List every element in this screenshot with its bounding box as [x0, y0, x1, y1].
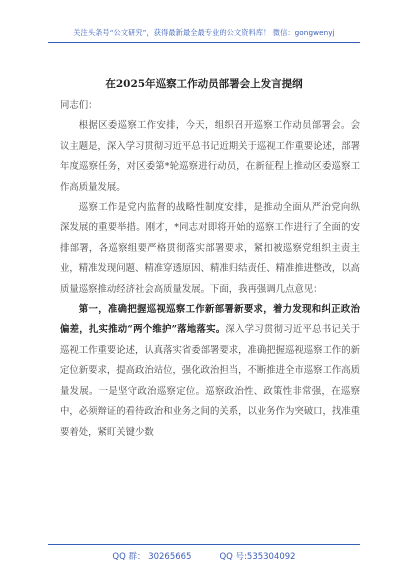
document-title: 在2025年巡察工作动员部署会上发言提纲 — [105, 78, 303, 90]
qq-number: QQ 号:535304092 — [219, 552, 296, 562]
paragraph-3-text: 深入学习贯彻习近平总书记关于巡视工作重要论述，认真落实省委部署要求，准确把握巡视巡察工作的新定位新要求，提高政治站位，强化政治担当，不断推进全市巡察工作高质量发展。一是坚守政治巡察定位。巡察政治性、政策性非常强，在巡察中，必须辩证的看待政治和业务之间的关系，以业务作为突破口，找准重要着处，紧盯关键少数 — [60, 324, 361, 438]
paragraph-1-text: 根据区委巡察工作安排，今天，组织召开巡察工作动员部署会。会议主题是，深入学习贯彻习近平总书记近期关于巡视工作重要论述，部署年度巡察任务，对区委第*轮巡察进行动员，在新征程上推动区委巡察工作高质量发展。 — [60, 120, 361, 193]
footer-divider — [48, 544, 360, 545]
paragraph-2 — [60, 198, 360, 300]
salutation: 同志们： — [60, 100, 98, 111]
paragraph-3 — [60, 300, 360, 443]
paragraph-3-heading: 第一，准确把握巡视巡察工作新部署新要求，着力发现和纠正政治偏差，扎实推动“两个维护”落地落实。 — [60, 304, 360, 336]
footer-contact — [0, 550, 408, 562]
qq-group-number: QQ 群： 30265665 — [112, 552, 192, 562]
header-banner: 关注头条号“公文研究”，获得最新最全最专业的公文资料库！ 微信：gongwenyj — [73, 28, 335, 37]
document-body — [60, 96, 360, 443]
paragraph-1 — [60, 116, 360, 198]
header-divider — [48, 42, 360, 43]
paragraph-2-text: 巡察工作是党内监督的战略性制度安排，是推动全面从严治党向纵深发展的重要举措。刚才，*同志对即将开始的巡察工作进行了全面的安排部署，各巡察组要严格贯彻落实部署要求，紧扣被巡察党组织主责主业，精准发现问题、精准穿透原因、精准归结责任、精准推进整改，以高质量巡察推动经济社会高质量发展。下面，我再强调几点意见： — [60, 202, 361, 295]
